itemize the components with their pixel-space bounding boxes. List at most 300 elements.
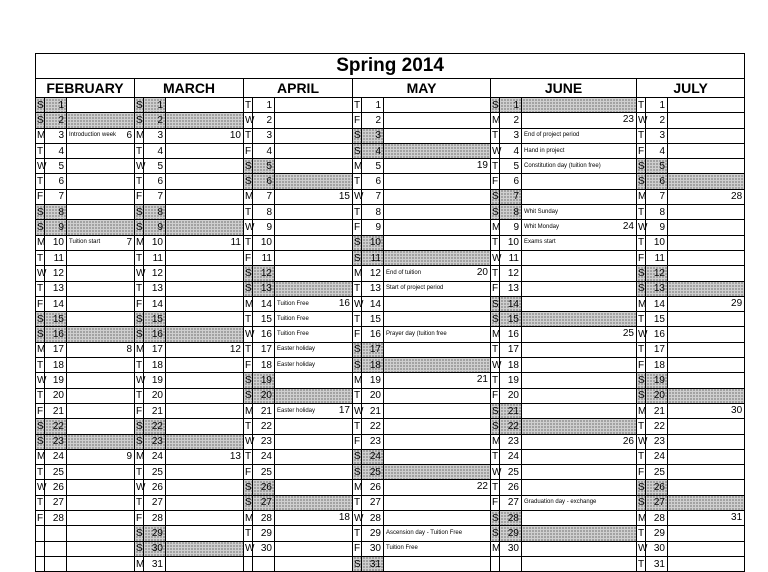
day-number-cell: 12 [45,266,67,281]
event-cell [67,342,135,357]
weekday-cell: T [353,495,362,510]
event-cell [166,174,244,189]
weekday-cell: T [637,526,646,541]
event-cell [275,296,353,311]
event-cell [668,98,745,113]
weekday-cell: S [135,312,144,327]
event-cell [166,388,244,403]
day-number-cell: 3 [500,128,522,143]
event-cell [275,128,353,143]
event-cell [384,266,491,281]
day-number-cell: 14 [362,296,384,311]
event-text: Graduation day - exchange [524,499,597,506]
day-number-cell: 26 [253,480,275,495]
event-cell [384,419,491,434]
event-cell [166,128,244,143]
day-number-cell: 11 [45,250,67,265]
day-number-cell: 29 [500,526,522,541]
event-cell [166,403,244,418]
weekday-cell: T [353,388,362,403]
event-cell [166,235,244,250]
day-number-cell: 22 [646,419,668,434]
weekday-cell: T [491,480,500,495]
weekday-cell: M [244,403,253,418]
event-text: Prayer day (tuition free [386,331,447,338]
day-number-cell: 3 [45,128,67,143]
month-header-row [36,79,745,98]
day-number-cell: 2 [500,113,522,128]
event-cell [384,205,491,220]
week-number: 15 [338,190,350,202]
weekday-cell: F [353,327,362,342]
day-number-cell: 18 [45,358,67,373]
day-number-cell: 23 [646,434,668,449]
event-text: Constitution day (tuition free) [524,162,601,169]
day-row [36,113,745,128]
event-cell [67,541,135,556]
month-header: MAY [353,79,491,98]
weekday-cell: T [491,128,500,143]
weekday-cell: F [244,250,253,265]
weekday-cell: W [491,358,500,373]
weekday-cell: S [637,281,646,296]
day-number-cell: 10 [45,235,67,250]
event-cell [275,526,353,541]
day-number-cell: 6 [646,174,668,189]
day-number-cell: 4 [45,143,67,158]
event-cell [668,449,745,464]
event-cell [668,495,745,510]
day-number-cell: 21 [646,403,668,418]
day-number-cell: 19 [362,373,384,388]
weekday-cell: F [491,495,500,510]
event-cell [668,205,745,220]
event-cell [384,312,491,327]
weekday-cell: W [637,541,646,556]
day-number-cell: 16 [646,327,668,342]
day-number-cell: 6 [45,174,67,189]
event-text: End of project period [524,132,580,139]
day-row [36,327,745,342]
day-number-cell: 2 [45,113,67,128]
event-cell [67,495,135,510]
week-number: 26 [622,435,634,447]
event-cell [275,98,353,113]
event-cell [668,296,745,311]
day-number-cell: 17 [500,342,522,357]
weekday-cell: T [244,449,253,464]
event-cell [275,174,353,189]
weekday-cell: S [637,174,646,189]
event-cell [522,480,637,495]
weekday-cell: T [36,250,45,265]
event-cell [384,342,491,357]
week-number: 6 [126,129,132,141]
event-cell [166,312,244,327]
event-cell [275,205,353,220]
weekday-cell: M [135,342,144,357]
day-row [36,205,745,220]
event-cell [275,159,353,174]
day-number-cell: 23 [144,434,166,449]
day-number-cell: 21 [253,403,275,418]
month-header: APRIL [244,79,353,98]
day-number-cell: 20 [144,388,166,403]
weekday-cell: S [36,327,45,342]
weekday-cell: T [637,556,646,571]
event-cell [522,342,637,357]
event-cell [67,526,135,541]
weekday-cell: M [244,511,253,526]
weekday-cell: T [135,495,144,510]
day-number-cell: 10 [253,235,275,250]
weekday-cell: T [135,143,144,158]
event-cell [384,449,491,464]
event-cell [166,449,244,464]
day-number-cell: 26 [646,480,668,495]
event-cell [668,403,745,418]
day-number-cell: 11 [362,250,384,265]
weekday-cell: M [491,434,500,449]
weekday-cell: S [637,373,646,388]
event-cell [668,358,745,373]
day-number-cell: 15 [362,312,384,327]
week-number: 23 [622,114,634,126]
weekday-cell: M [491,327,500,342]
day-number-cell: 20 [362,388,384,403]
day-number-cell: 17 [253,342,275,357]
event-cell [67,189,135,204]
weekday-cell: S [491,526,500,541]
day-number-cell: 7 [646,189,668,204]
day-number-cell: 16 [144,327,166,342]
weekday-cell: T [36,281,45,296]
weekday-cell: S [244,159,253,174]
week-number: 24 [622,221,634,233]
day-number-cell: 13 [500,281,522,296]
weekday-cell: M [244,296,253,311]
day-number-cell: 8 [362,205,384,220]
day-number-cell: 5 [144,159,166,174]
day-number-cell: 17 [646,342,668,357]
day-number-cell [45,526,67,541]
weekday-cell: S [353,128,362,143]
event-cell [275,465,353,480]
weekday-cell: W [244,113,253,128]
day-row [36,174,745,189]
week-number: 13 [229,450,241,462]
weekday-cell: S [353,358,362,373]
event-cell [166,113,244,128]
day-number-cell: 7 [500,189,522,204]
weekday-cell: M [637,189,646,204]
day-number-cell: 2 [362,113,384,128]
day-number-cell: 5 [45,159,67,174]
weekday-cell: S [244,281,253,296]
weekday-cell: W [135,266,144,281]
weekday-cell: W [353,511,362,526]
event-cell [384,220,491,235]
event-text: Introduction week [69,132,117,139]
weekday-cell: M [353,159,362,174]
weekday-cell: M [36,235,45,250]
event-cell [67,266,135,281]
day-number-cell: 18 [253,358,275,373]
day-number-cell: 13 [45,281,67,296]
weekday-cell: S [244,174,253,189]
weekday-cell: T [244,205,253,220]
weekday-cell: T [36,174,45,189]
event-cell [275,541,353,556]
day-number-cell: 19 [45,373,67,388]
weekday-cell: T [353,419,362,434]
day-number-cell: 30 [500,541,522,556]
weekday-cell: M [637,511,646,526]
event-cell [522,419,637,434]
weekday-cell: T [353,98,362,113]
event-cell [67,388,135,403]
day-number-cell: 28 [646,511,668,526]
weekday-cell: S [353,449,362,464]
week-number: 22 [476,481,488,493]
event-cell [166,511,244,526]
event-cell [384,296,491,311]
day-number-cell: 25 [45,465,67,480]
event-cell [522,281,637,296]
event-cell [522,541,637,556]
event-text: Whit Monday [524,224,560,231]
weekday-cell [491,556,500,571]
day-row [36,235,745,250]
day-number-cell: 13 [144,281,166,296]
weekday-cell: W [244,327,253,342]
weekday-cell: S [135,220,144,235]
day-number-cell: 31 [646,556,668,571]
event-cell [384,480,491,495]
weekday-cell: F [353,541,362,556]
weekday-cell: T [637,128,646,143]
day-number-cell: 9 [500,220,522,235]
day-number-cell: 12 [144,266,166,281]
day-number-cell: 19 [646,373,668,388]
event-cell [522,434,637,449]
weekday-cell: W [135,373,144,388]
day-number-cell: 23 [45,434,67,449]
event-cell [67,98,135,113]
event-cell [275,403,353,418]
weekday-cell: M [491,541,500,556]
day-number-cell: 28 [362,511,384,526]
event-cell [67,465,135,480]
weekday-cell: W [637,327,646,342]
weekday-cell: S [353,342,362,357]
event-cell [384,358,491,373]
weekday-cell: S [491,296,500,311]
event-cell [166,98,244,113]
event-cell [668,342,745,357]
day-number-cell: 10 [362,235,384,250]
day-number-cell: 12 [646,266,668,281]
weekday-cell: M [135,128,144,143]
event-cell [668,434,745,449]
day-number-cell: 6 [144,174,166,189]
weekday-cell: F [637,465,646,480]
title-row [36,54,745,79]
day-number-cell: 8 [253,205,275,220]
weekday-cell: T [353,281,362,296]
day-row [36,250,745,265]
day-number-cell: 12 [500,266,522,281]
day-number-cell: 9 [45,220,67,235]
day-number-cell: 22 [500,419,522,434]
calendar-title: Spring 2014 [36,54,745,79]
event-cell [275,358,353,373]
event-cell [668,159,745,174]
event-cell [384,556,491,571]
event-cell [275,556,353,571]
day-number-cell: 16 [362,327,384,342]
day-number-cell: 25 [362,465,384,480]
event-cell [668,388,745,403]
event-cell [166,296,244,311]
weekday-cell: M [36,128,45,143]
weekday-cell: W [135,480,144,495]
weekday-cell: W [637,220,646,235]
event-cell [275,312,353,327]
event-cell [166,250,244,265]
weekday-cell: W [491,143,500,158]
day-number-cell: 30 [646,541,668,556]
weekday-cell: T [491,235,500,250]
weekday-cell: F [637,143,646,158]
day-number-cell: 10 [646,235,668,250]
event-cell [166,556,244,571]
day-number-cell: 14 [45,296,67,311]
day-number-cell: 12 [253,266,275,281]
event-cell [67,511,135,526]
weekday-cell: T [637,205,646,220]
weekday-cell: S [491,312,500,327]
day-number-cell: 13 [362,281,384,296]
weekday-cell: W [353,403,362,418]
weekday-cell: T [36,465,45,480]
day-row [36,511,745,526]
day-number-cell: 25 [253,465,275,480]
event-cell [384,189,491,204]
event-cell [275,113,353,128]
day-number-cell: 22 [362,419,384,434]
event-text: Tuition Free [277,331,309,338]
weekday-cell: S [135,113,144,128]
event-cell [384,511,491,526]
day-number-cell: 27 [144,495,166,510]
day-number-cell: 11 [144,250,166,265]
day-number-cell: 29 [362,526,384,541]
event-cell [384,159,491,174]
weekday-cell: M [353,266,362,281]
weekday-cell: F [244,358,253,373]
weekday-cell: F [36,296,45,311]
day-number-cell: 9 [253,220,275,235]
day-number-cell: 2 [253,113,275,128]
day-number-cell: 4 [362,143,384,158]
day-number-cell: 29 [646,526,668,541]
weekday-cell: T [135,358,144,373]
day-number-cell: 1 [646,98,668,113]
weekday-cell: F [244,143,253,158]
day-number-cell: 7 [253,189,275,204]
week-number: 16 [338,297,350,309]
day-number-cell: 7 [45,189,67,204]
day-number-cell: 15 [500,312,522,327]
event-cell [275,266,353,281]
event-cell [275,189,353,204]
day-number-cell: 11 [500,250,522,265]
weekday-cell: T [244,128,253,143]
event-cell [384,174,491,189]
day-number-cell: 7 [144,189,166,204]
day-number-cell: 27 [646,495,668,510]
day-number-cell: 18 [144,358,166,373]
day-number-cell [45,556,67,571]
weekday-cell: T [244,312,253,327]
weekday-cell [36,556,45,571]
day-number-cell: 23 [500,434,522,449]
day-number-cell: 17 [45,342,67,357]
weekday-cell: S [135,327,144,342]
day-number-cell: 9 [362,220,384,235]
weekday-cell: S [244,266,253,281]
weekday-cell: W [353,189,362,204]
event-cell [384,373,491,388]
event-cell [166,159,244,174]
weekday-cell: S [36,98,45,113]
weekday-cell: S [637,495,646,510]
day-number-cell: 5 [362,159,384,174]
weekday-cell: S [491,403,500,418]
weekday-cell: T [36,143,45,158]
event-cell [384,388,491,403]
event-cell [384,250,491,265]
weekday-cell: W [244,434,253,449]
event-cell [522,526,637,541]
event-cell [384,128,491,143]
weekday-cell: W [637,113,646,128]
day-number-cell: 20 [500,388,522,403]
event-cell [668,174,745,189]
day-number-cell: 1 [362,98,384,113]
event-cell [522,266,637,281]
weekday-cell: S [36,220,45,235]
event-cell [166,327,244,342]
day-number-cell: 19 [500,373,522,388]
day-number-cell: 11 [253,250,275,265]
day-number-cell: 26 [45,480,67,495]
day-number-cell: 25 [500,465,522,480]
event-cell [166,342,244,357]
day-number-cell [253,556,275,571]
weekday-cell: T [353,205,362,220]
day-number-cell: 23 [253,434,275,449]
weekday-cell: W [135,159,144,174]
event-text: Hand in project [524,147,565,154]
event-cell [522,98,637,113]
event-cell [522,449,637,464]
event-cell [668,312,745,327]
day-number-cell: 20 [253,388,275,403]
weekday-cell: T [353,174,362,189]
weekday-cell: W [244,541,253,556]
